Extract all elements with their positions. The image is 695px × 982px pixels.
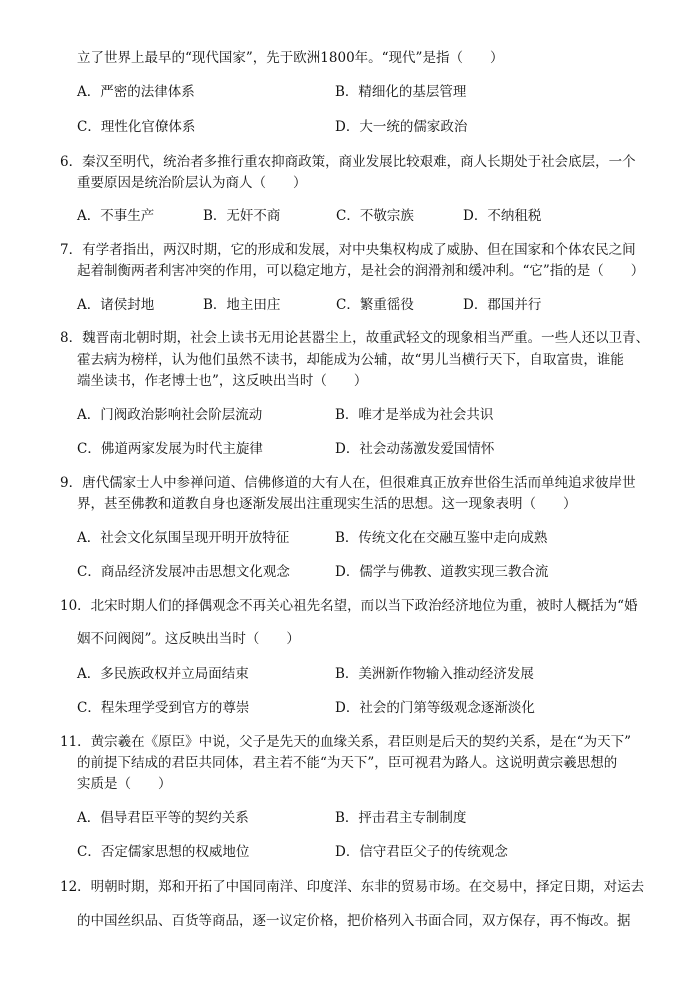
q8-option-b[interactable]: B．唯才是举成为社会共识 bbox=[335, 407, 494, 423]
q9-option-d[interactable]: D．儒学与佛教、道教实现三教合流 bbox=[335, 564, 549, 580]
q8-stem-line-3: 端坐读书，作老博士也”，这反映出当时（ ） bbox=[77, 373, 368, 389]
q9-option-c[interactable]: C．商品经济发展冲击思想文化观念 bbox=[77, 564, 290, 580]
q11-stem-line-3: 实质是（ ） bbox=[77, 776, 172, 792]
q7-option-c[interactable]: C．繁重徭役 bbox=[336, 297, 414, 313]
q10-stem-line-1: 10．北宋时期人们的择偶观念不再关心祖先名望，而以当下政治经济地位为重，被时人概括为“婚 bbox=[60, 598, 638, 614]
q6-stem-line-2: 重要原因是统治阶层认为商人（ ） bbox=[77, 175, 307, 191]
q6-option-a[interactable]: A．不事生产 bbox=[77, 208, 155, 224]
q6-option-d[interactable]: D．不纳租税 bbox=[463, 208, 542, 224]
q6-option-c[interactable]: C．不敬宗族 bbox=[336, 208, 414, 224]
q7-option-a[interactable]: A．诸侯封地 bbox=[77, 297, 155, 313]
q12-stem-line-1: 12．明朝时期，郑和开拓了中国同南洋、印度洋、东非的贸易市场。在交易中，择定日期，对运去 bbox=[60, 879, 645, 895]
q9-stem-line-1: 9．唐代儒家士人中参禅问道、信佛修道的大有人在，但很难真正放弃世俗生活而单纯追求彼岸世 bbox=[60, 475, 636, 491]
q9-option-a[interactable]: A．社会文化氛围呈现开明开放特征 bbox=[77, 530, 290, 546]
q11-option-b[interactable]: B．抨击君主专制制度 bbox=[335, 810, 467, 826]
q7-option-d[interactable]: D．郡国并行 bbox=[463, 297, 542, 313]
q8-option-c[interactable]: C．佛道两家发展为时代主旋律 bbox=[77, 441, 263, 457]
q11-option-a[interactable]: A．倡导君臣平等的契约关系 bbox=[77, 810, 249, 826]
q11-option-d[interactable]: D．信守君臣父子的传统观念 bbox=[335, 844, 508, 860]
q5-stem-line: 立了世界上最早的“现代国家”，先于欧洲1800年。“现代”是指（ ） bbox=[77, 50, 504, 66]
q9-stem-line-2: 界，甚至佛教和道教自身也逐渐发展出注重现实生活的思想。这一现象表明（ ） bbox=[77, 496, 577, 512]
q5-option-c[interactable]: C．理性化官僚体系 bbox=[77, 119, 196, 135]
q10-option-b[interactable]: B．美洲新作物输入推动经济发展 bbox=[335, 666, 534, 682]
q8-stem-line-1: 8．魏晋南北朝时期，社会上读书无用论甚嚣尘上，故重武轻文的现象相当严重。一些人还以卫青、 bbox=[60, 330, 650, 346]
q11-stem-line-1: 11．黄宗羲在《原臣》中说，父子是先天的血缘关系，君臣则是后天的契约关系，是在“为天下” bbox=[60, 734, 631, 750]
q10-option-c[interactable]: C．程朱理学受到官方的尊崇 bbox=[77, 700, 250, 716]
q8-option-d[interactable]: D．社会动荡激发爱国情怀 bbox=[335, 441, 495, 457]
q12-stem-line-2: 的中国丝织品、百货等商品，逐一议定价格，把价格列入书面合同，双方保存，再不悔改。据 bbox=[77, 913, 631, 929]
q6-stem-line-1: 6．秦汉至明代，统治者多推行重农抑商政策，商业发展比较艰难，商人长期处于社会底层，一个 bbox=[60, 154, 636, 170]
q10-stem-line-2: 姻不问阀阅”。这反映出当时（ ） bbox=[77, 631, 300, 647]
q11-stem-line-2: 的前提下结成的君臣共同体，君主若不能“为天下”，臣可视君为路人。这说明黄宗羲思想的 bbox=[77, 755, 618, 771]
q8-option-a[interactable]: A．门阀政治影响社会阶层流动 bbox=[77, 407, 263, 423]
q10-option-a[interactable]: A．多民族政权并立局面结束 bbox=[77, 666, 249, 682]
q8-stem-line-2: 霍去病为榜样，认为他们虽然不读书，却能成为公辅，故“男儿当横行天下，自取富贵，谁能 bbox=[77, 352, 624, 368]
q5-option-b[interactable]: B．精细化的基层管理 bbox=[335, 84, 467, 100]
q7-stem-line-2: 起着制衡两者利害冲突的作用，可以稳定地方，是社会的润滑剂和缓冲利。“它”指的是（ ） bbox=[77, 263, 645, 279]
q9-option-b[interactable]: B．传统文化在交融互鉴中走向成熟 bbox=[335, 530, 548, 546]
q7-stem-line-1: 7．有学者指出，两汉时期，它的形成和发展，对中央集权构成了威胁、但在国家和个体农民之间 bbox=[60, 242, 636, 258]
q10-option-d[interactable]: D．社会的门第等级观念逐渐淡化 bbox=[335, 700, 535, 716]
q5-option-d[interactable]: D．大一统的儒家政治 bbox=[335, 119, 468, 135]
q7-option-b[interactable]: B．地主田庄 bbox=[203, 297, 281, 313]
q5-option-a[interactable]: A．严密的法律体系 bbox=[77, 84, 195, 100]
q11-option-c[interactable]: C．否定儒家思想的权威地位 bbox=[77, 844, 250, 860]
q6-option-b[interactable]: B．无奸不商 bbox=[203, 208, 281, 224]
